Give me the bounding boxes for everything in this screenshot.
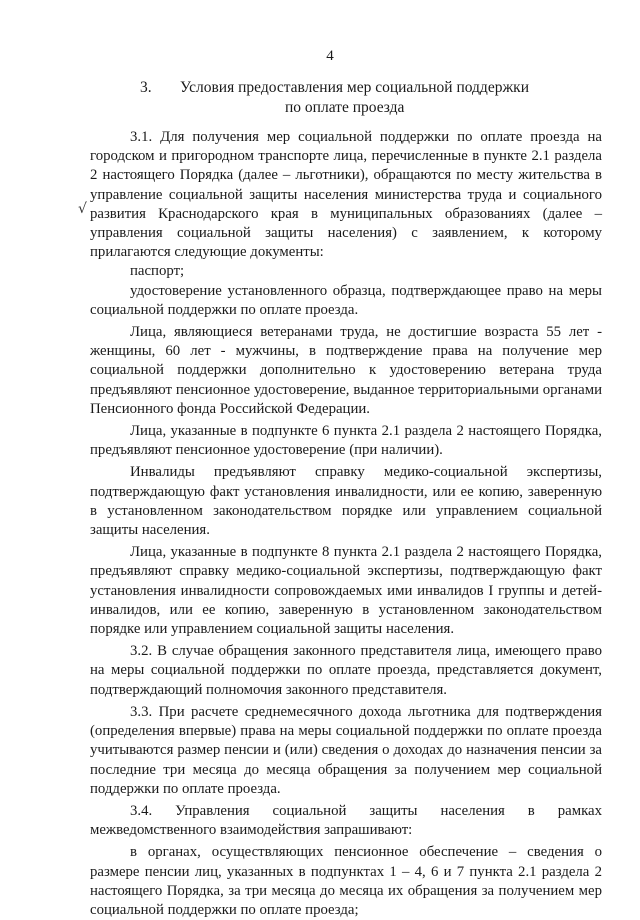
- section-title-line2: по оплате проезда: [285, 99, 405, 116]
- document-body: [90, 128, 602, 920]
- paragraph-subpoint-8: Лица, указанные в подпункте 8 пункта 2.1 раздела 2 настоящего Порядка, предъявляют справку медико-социальной экспертизы, подтверждающую факт установления инвалидности сопровождаемых ими инвалидов I группы и детей-инвалидов, или ее копию, заверенную в установленном законодательством порядке или управлением социальной защиты населения.: [90, 544, 602, 638]
- paragraph-certificate: удостоверение установленного образца, подтверждающее право на меры социальной поддержки по оплате проезда.: [90, 282, 602, 318]
- paragraph-3-2: 3.2. В случае обращения законного представителя лица, имеющего право на меры социальной поддержки по оплате проезда, представляется документ, подтверждающий полномочия законного представителя.: [90, 643, 602, 698]
- paragraph-pension-bodies: в органах, осуществляющих пенсионное обеспечение – сведения о размере пенсии лиц, указанных в подпунктах 1 – 4, 6 и 7 пункта 2.1 раздела 2 настоящего Порядка, за три месяца до месяца их обращения за получением мер социальной поддержки по оплате проезда;: [90, 844, 602, 918]
- paragraph-3-1: 3.1. Для получения мер социальной поддержки по оплате проезда на городском и пригородном транспорте лица, перечисленные в пункте 2.1 раздела 2 настоящего Порядка (далее – льготники), обращаются по месту жительства в управление социальной защиты населения министерства труда и социального развития Краснодарского края в муниципальных образованиях (далее – управления социальной защиты населения) с заявлением, к которому прилагаются следующие документы:: [90, 129, 602, 261]
- margin-check-mark: √: [78, 201, 87, 217]
- section-number: 3.: [140, 79, 152, 96]
- paragraph-3-4: 3.4. Управления социальной защиты населения в рамках межведомственного взаимодействия запрашивают:: [90, 802, 602, 839]
- paragraph-passport: паспорт;: [130, 263, 185, 280]
- paragraph-subpoint-6: Лица, указанные в подпункте 6 пункта 2.1 раздела 2 настоящего Порядка, предъявляют пенсионное удостоверение (при наличии).: [90, 423, 602, 459]
- paragraph-disabled: Инвалиды предъявляют справку медико-социальной экспертизы, подтверждающую факт установления инвалидности, или ее копию, заверенную в установленном законодательством порядке или управлением социальной защиты населения.: [90, 464, 602, 539]
- section-title-line1: Условия предоставления мер социальной поддержки: [180, 79, 529, 96]
- page-number: 4: [326, 48, 334, 64]
- paragraph-labor-veterans: Лица, являющиеся ветеранами труда, не достигшие возраста 55 лет - женщины, 60 лет - мужчины, в подтверждение права на получение мер социальной поддержки дополнительно к удостоверению ветерана труда предъявляют пенсионное удостоверение, выданное территориальными органами Пенсионного фонда Российской Федерации.: [90, 324, 602, 417]
- paragraph-3-3: 3.3. При расчете среднемесячного дохода льготника для подтверждения (определения впервые) права на меры социальной поддержки по оплате проезда учитываются размер пенсии и (или) сведения о доходах до назначения пенсии за последние три месяца до месяца обращения за получением мер социальной поддержки по оплате проезда.: [90, 703, 602, 797]
